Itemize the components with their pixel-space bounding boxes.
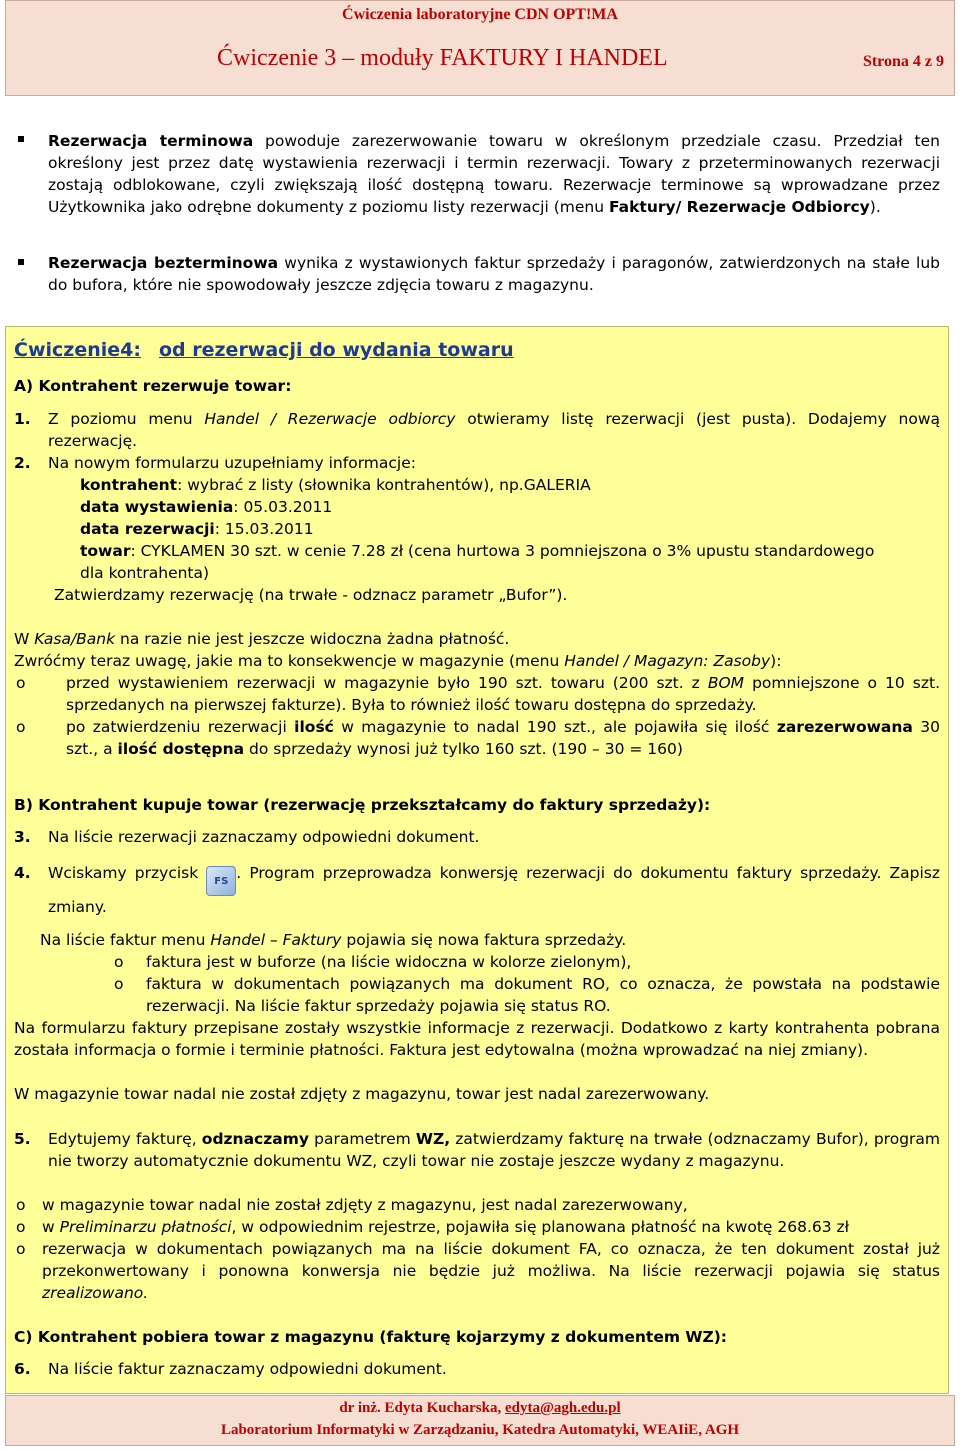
- intro-paragraph-bezterminowa: Rezerwacja bezterminowa wynika z wystawionych faktur sprzedaży i paragonów, zatwierdzonych na stałe lub do bufora, które nie spowodowały jeszcze zdjęcia towaru z magazynu.: [48, 254, 940, 294]
- step-number: 2.: [14, 454, 31, 472]
- footer-author: dr inż. Edyta Kucharska, edyta@agh.edu.pl: [339, 1400, 621, 1416]
- invoice-list-note: Na liście faktur menu Handel – Faktury pojawia się nowa faktura sprzedaży.: [40, 931, 627, 949]
- step-5-text: Edytujemy fakturę, odznaczamy parametrem WZ, zatwierdzamy fakturę na trwałe (odznaczamy Bufor), program nie tworzy automatycznie dokumentu WZ, czyli towar nie zostaje jeszcze wydany z magazynu.: [48, 1130, 941, 1170]
- result-still-reserved: w magazynie towar nadal nie został zdjęty z magazynu, jest nadal zarezerwowany,: [42, 1196, 688, 1214]
- footer-lab: Laboratorium Informatyki w Zarządzaniu, Katedra Automatyki, WEAIiE, AGH: [220, 1422, 740, 1438]
- kasa-bank-note: W Kasa/Bank na razie nie jest jeszcze widoczna żadna płatność.: [14, 630, 510, 648]
- field-kontrahent: kontrahent: wybrać z listy (słownika kontrahentów), np.GALERIA: [80, 476, 591, 494]
- field-data-wystawienia: data wystawienia: 05.03.2011: [80, 498, 333, 516]
- result-payment-schedule: w Preliminarzu płatności, w odpowiednim rejestrze, pojawiła się planowana płatność na kwotę 268.63 zł: [42, 1218, 850, 1236]
- section-b-heading: B) Kontrahent kupuje towar (rezerwację przekształcamy do faktury sprzedaży):: [14, 796, 711, 814]
- list-bullet: o: [16, 1196, 26, 1214]
- page-number: Strona 4 z 9: [862, 53, 944, 70]
- page-header: [5, 0, 955, 96]
- warehouse-consequences-intro: Zwróćmy teraz uwagę, jakie ma to konsekwencje w magazynie (menu Handel / Magazyn: Zasoby):: [14, 652, 782, 670]
- step-3-text: Na liście rezerwacji zaznaczamy odpowiedni dokument.: [48, 828, 480, 846]
- list-bullet: o: [114, 953, 124, 971]
- step-number: 6.: [14, 1360, 31, 1378]
- header-course-title: Ćwiczenia laboratoryjne CDN OPT!MA: [342, 6, 618, 23]
- step-2-text: Na nowym formularzu uzupełniamy informacje:: [48, 454, 416, 472]
- consequence-before: przed wystawieniem rezerwacji w magazynie było 190 szt. towaru (200 szt. z BOM pomniejszone o 10 szt. sprzedanych na pierwszej fakturze). Była to również ilość towaru dostępna do sprzedaży.: [66, 674, 940, 714]
- fs-convert-icon: FS: [206, 866, 236, 896]
- step-1-text: Z poziomu menu Handel / Rezerwacje odbiorcy otwieramy listę rezerwacji (jest pusta). Dodajemy nową rezerwację.: [48, 410, 941, 450]
- confirm-reservation-text: Zatwierdzamy rezerwację (na trwałe - odznacz parametr „Bufor”).: [54, 586, 568, 604]
- section-a-heading: A) Kontrahent rezerwuje towar:: [14, 377, 292, 395]
- invoice-in-buffer: faktura jest w buforze (na liście widoczna w kolorze zielonym),: [146, 953, 632, 971]
- step-number: 5.: [14, 1130, 31, 1148]
- field-towar-cont: dla kontrahenta): [80, 564, 210, 582]
- warehouse-reserved-note: W magazynie towar nadal nie został zdjęty z magazynu, towar jest nadal zarezerwowany.: [14, 1085, 710, 1103]
- intro-paragraph-terminowa: Rezerwacja terminowa powoduje zarezerwowanie towaru w określonym przedziale czasu. Przedział ten określony jest przez datę wystawienia rezerwacji i termin rezerwacji. Towary z przeterminowanych rezerwacji zostają odblokowane, czyli zwiększają ilość dostępną towaru. Rezerwacje terminowe są wprowadzane przez Użytkownika jako odrębne dokumenty z poziomu listy rezerwacji (menu Faktury/ Rezerwacje Odbiorcy).: [48, 132, 940, 216]
- author-email-link[interactable]: edyta@agh.edu.pl: [504, 1400, 621, 1416]
- result-realized: rezerwacja w dokumentach powiązanych ma na liście dokument FA, co oznacza, że ten dokument został już przekonwertowany i ponowna konwersja nie będzie już możliwa. Na liście rezerwacji pojawia się status zrealizowano.: [42, 1240, 940, 1302]
- list-bullet: o: [114, 975, 124, 993]
- bullet-square-icon: [18, 259, 24, 265]
- exercise-title: Ćwiczenie4: od rezerwacji do wydania towaru: [14, 339, 514, 361]
- step-4-text: Wciskamy przycisk FS . Program przeprowadza konwersję rezerwacji do dokumentu faktury sprzedaży. Zapisz zmiany.: [48, 864, 940, 916]
- field-towar: towar: CYKLAMEN 30 szt. w cenie 7.28 zł (cena hurtowa 3 pomniejszona o 3% upustu standardowego: [80, 542, 875, 560]
- list-bullet: o: [16, 718, 26, 736]
- list-bullet: o: [16, 1240, 26, 1258]
- step-6-text: Na liście faktur zaznaczamy odpowiedni dokument.: [48, 1360, 447, 1378]
- step-number: 4.: [14, 864, 31, 882]
- invoice-form-paragraph: Na formularzu faktury przepisane zostały wszystkie informacje z rezerwacji. Dodatkowo z karty kontrahenta pobrana została informacja o formie i terminie płatności. Faktura jest edytowalna (można wprowadzać na niej zmiany).: [14, 1019, 940, 1059]
- step-number: 3.: [14, 828, 31, 846]
- bullet-square-icon: [18, 136, 24, 142]
- consequence-after: po zatwierdzeniu rezerwacji ilość w magazynie to nadal 190 szt., ale pojawiła się ilość zarezerwowana 30 szt., a ilość dostępna do sprzedaży wynosi już tylko 160 szt. (190 – 30 = 160): [66, 718, 940, 758]
- section-c-heading: C) Kontrahent pobiera towar z magazynu (fakturę kojarzymy z dokumentem WZ):: [14, 1328, 728, 1346]
- list-bullet: o: [16, 1218, 26, 1236]
- header-exercise-title: Ćwiczenie 3 – moduły FAKTURY I HANDEL: [217, 45, 668, 71]
- page-footer: [5, 1395, 955, 1446]
- step-number: 1.: [14, 410, 31, 428]
- invoice-linked-ro: faktura w dokumentach powiązanych ma dokument RO, co oznacza, że powstała na podstawie rezerwacji. Na liście faktur sprzedaży pojawia się status RO.: [146, 975, 940, 1015]
- field-data-rezerwacji: data rezerwacji: 15.03.2011: [80, 520, 314, 538]
- list-bullet: o: [16, 674, 26, 692]
